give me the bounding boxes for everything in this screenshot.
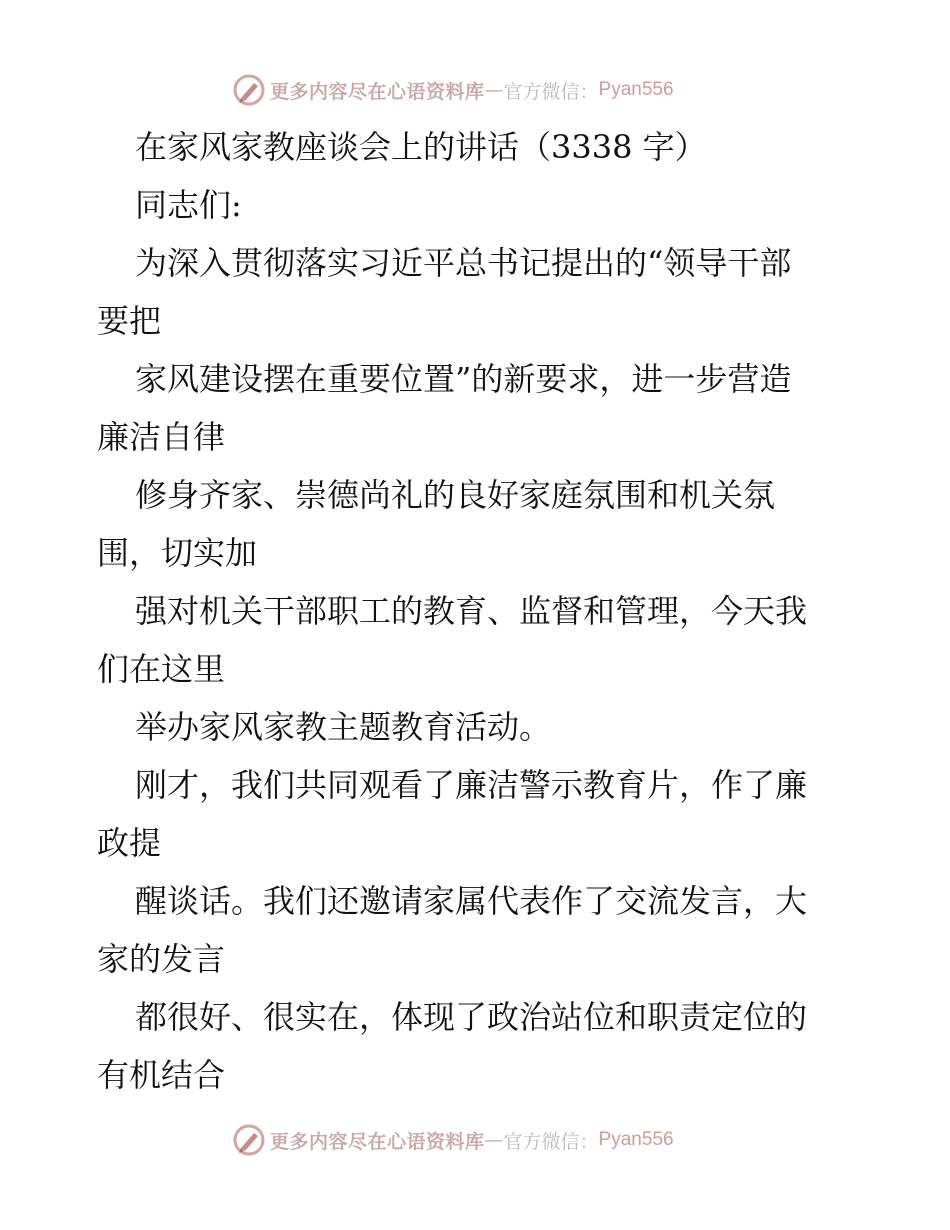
document-title: 在家风家教座谈会上的讲话（3338 字） (135, 128, 707, 166)
paragraph-line: 修身齐家、崇德尚礼的良好家庭氛围和机关氛 (135, 476, 776, 514)
paragraph-line: 举办家风家教主题教育活动。 (135, 708, 552, 746)
paragraph-line: 家的发言 (97, 940, 226, 978)
paragraph-line: 醒谈话。我们还邀请家属代表作了交流发言，大 (135, 882, 808, 920)
paragraph-line: 们在这里 (97, 650, 226, 688)
paragraph-line: 家风建设摆在重要位置”的新要求，进一步营造 (135, 360, 792, 398)
paragraph-line: 刚才，我们共同观看了廉洁警示教育片，作了廉 (135, 766, 808, 804)
banner-wechat-id: Pyan556 (598, 79, 674, 100)
banner-wechat-label: 官方微信： (503, 80, 599, 103)
paragraph-line: 有机结合 (97, 1056, 226, 1094)
banner-main-text: 更多内容尽在心语资料库 (270, 80, 485, 103)
pen-logo-icon (232, 73, 266, 107)
banner-wechat-label: 官方微信： (503, 1130, 599, 1153)
pen-logo-icon (232, 1123, 266, 1157)
banner-main-text: 更多内容尽在心语资料库 (270, 1130, 485, 1153)
paragraph-line: 围，切实加 (97, 534, 258, 572)
banner-dash: — (484, 79, 504, 101)
paragraph-line: 都很好、很实在，体现了政治站位和职责定位的 (135, 998, 808, 1036)
paragraph-line: 要把 (97, 302, 162, 340)
paragraph-line: 强对机关干部职工的教育、监督和管理，今天我 (135, 592, 808, 630)
paragraph-line: 廉洁自律 (97, 418, 226, 456)
salutation: 同志们: (135, 186, 242, 224)
banner-dash: — (484, 1129, 504, 1151)
header-watermark-banner (232, 70, 674, 110)
paragraph-line: 为深入贯彻落实习近平总书记提出的“领导干部 (135, 244, 792, 282)
document-body (97, 118, 857, 1104)
footer-watermark-banner (232, 1120, 674, 1160)
paragraph-line: 政提 (97, 824, 162, 862)
banner-wechat-id: Pyan556 (598, 1129, 674, 1150)
